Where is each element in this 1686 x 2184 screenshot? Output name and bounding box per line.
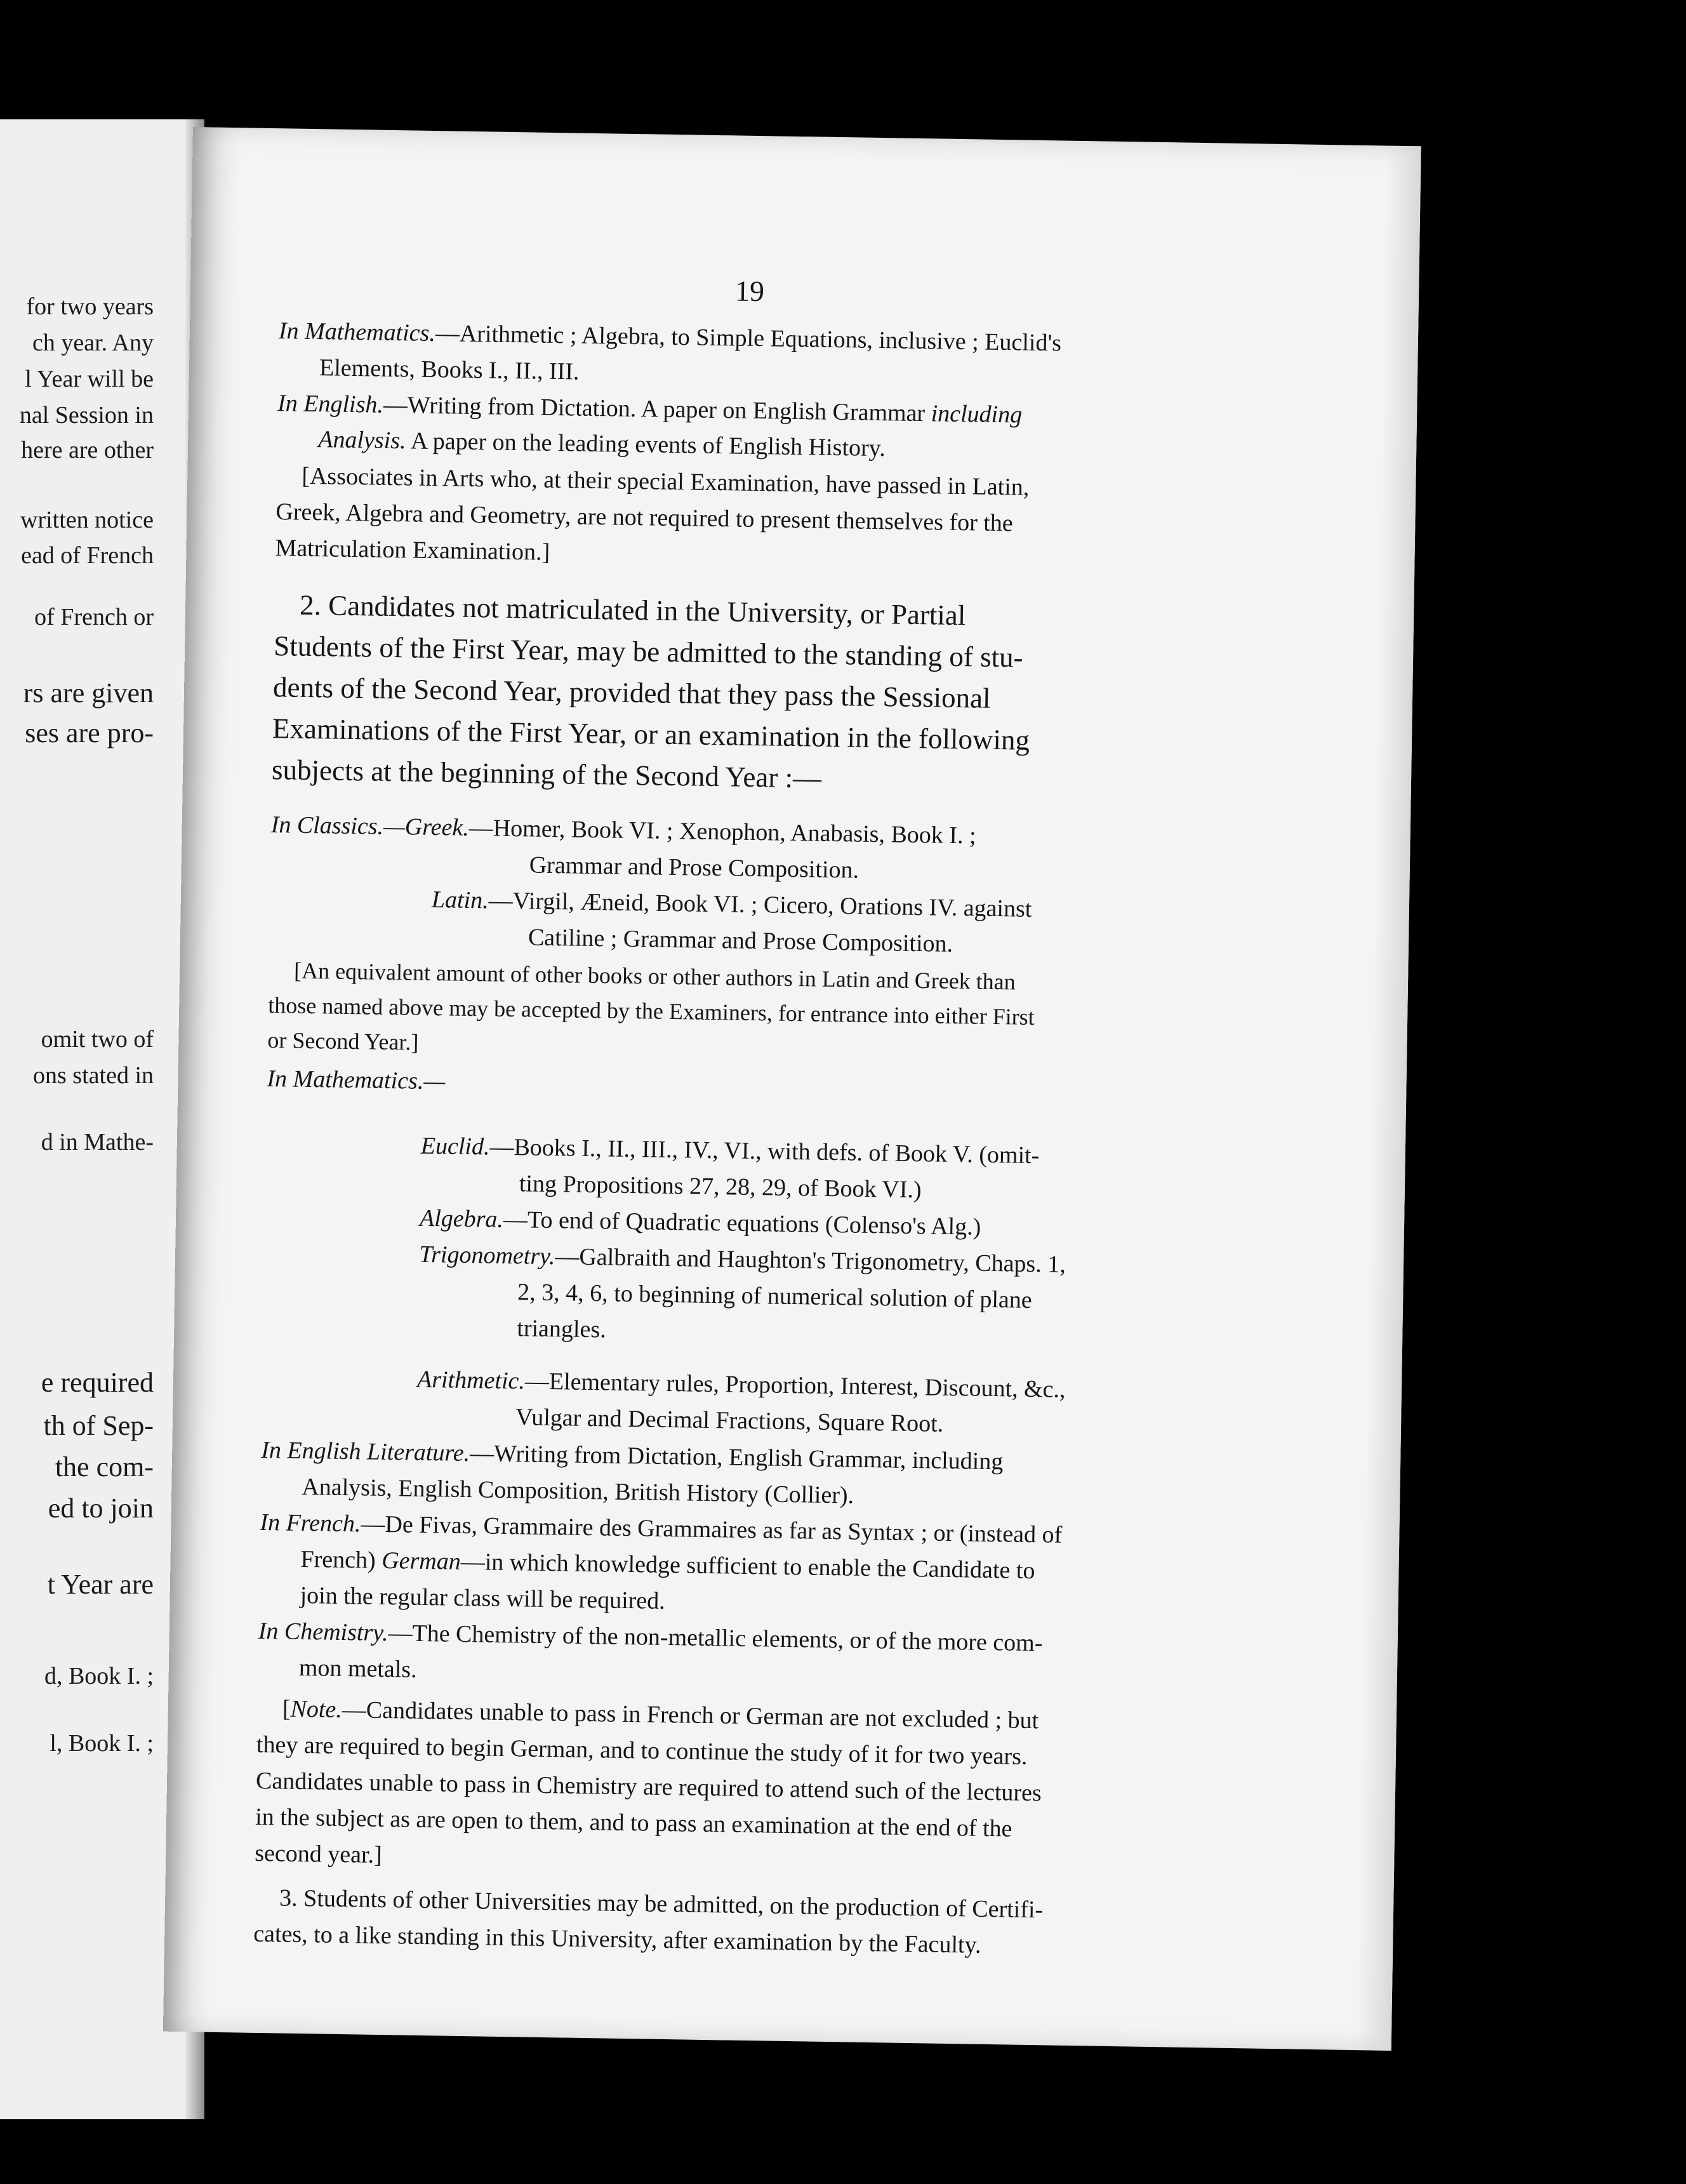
left-line: t Year are: [47, 1569, 154, 1600]
left-line: the com-: [55, 1451, 154, 1482]
subject-line: [420, 1206, 981, 1239]
page-number: 19: [734, 274, 765, 308]
subject-label: In French.: [260, 1508, 361, 1538]
subject-label: Arithmetic.: [416, 1366, 526, 1395]
subject-text: —Homer, Book VI. ; Xenophon, Anabasis, Book I. ;: [468, 814, 976, 849]
subject-label: In Chemistry.: [258, 1617, 388, 1647]
subject-text: —Books I., II., III., IV., VI., with defs. of Book V. (omit-: [489, 1133, 1040, 1169]
subject-text-italic: Analysis.: [317, 426, 406, 455]
subject-line: [421, 1134, 1040, 1168]
subject-line: [300, 1547, 1035, 1583]
left-line: th of Sep-: [43, 1410, 154, 1441]
left-line: for two years: [26, 293, 154, 320]
left-line: l Year will be: [25, 366, 154, 392]
subject-line: mon metals.: [298, 1654, 417, 1683]
left-line: omit two of: [41, 1026, 154, 1053]
subject-label: In Classics.—Greek.: [270, 811, 470, 841]
subject-line: Grammar and Prose Composition.: [529, 851, 860, 884]
left-line: rs are given: [23, 677, 154, 709]
subject-line: 2, 3, 4, 6, to beginning of numerical solution of plane: [517, 1279, 1032, 1314]
left-line: here are other: [21, 437, 154, 463]
paragraph-line: subjects at the beginning of the Second Year :—: [271, 754, 822, 794]
subject-line: Catiline ; Grammar and Prose Composition.: [528, 924, 953, 957]
subject-line: Vulgar and Decimal Fractions, Square Root.: [515, 1404, 944, 1437]
subject-text: —in which knowledge sufficient to enable the Candidate to: [460, 1548, 1035, 1585]
paragraph-line: cates, to a like standing in this University, after examination by the Faculty.: [253, 1920, 981, 1959]
subject-text: —Writing from Dictation. A paper on English Grammar: [383, 391, 931, 427]
left-line: ses are pro-: [25, 717, 154, 749]
subject-label: Algebra.: [419, 1204, 504, 1233]
subject-line: [419, 1242, 1066, 1277]
subject-text: —De Fivas, Grammaire des Grammaires as far as Syntax ; or (instead of: [361, 1510, 1063, 1548]
subject-line: [432, 888, 1032, 921]
subject-line: join the regular class will be required.: [300, 1581, 666, 1615]
subject-line: [260, 1510, 1062, 1547]
subject-text: —Writing from Dictation, English Grammar, including: [469, 1440, 1004, 1475]
subject-label: In Mathematics.—: [267, 1065, 446, 1095]
left-line: d in Mathe-: [41, 1129, 154, 1155]
subject-line: [261, 1438, 1004, 1474]
left-line: nal Session in: [19, 402, 154, 429]
note-line: those named above may be accepted by the Examiners, for entrance into either First: [267, 992, 1035, 1030]
subject-text: —Elementary rules, Proportion, Interest, Discount, &c.,: [524, 1368, 1066, 1403]
note-line: they are required to begin German, and to continue the study of it for two years.: [256, 1731, 1028, 1770]
subject-text: —Virgil, Æneid, Book VI. ; Cicero, Orations IV. against: [488, 887, 1032, 922]
paragraph-line: 2. Candidates not matriculated in the University, or Partial: [299, 589, 966, 632]
paragraph-line: 3. Students of other Universities may be admitted, on the production of Certifi-: [279, 1884, 1044, 1924]
left-line: written notice: [20, 507, 154, 533]
subject-line: Elements, Books I., II., III.: [319, 354, 580, 385]
subject-line: ting Propositions 27, 28, 29, of Book VI.): [519, 1170, 922, 1204]
left-line: ead of French: [21, 542, 154, 569]
subject-text-italic: including: [931, 400, 1023, 429]
subject-label: In Mathematics.: [278, 317, 436, 347]
left-line: ons stated in: [33, 1062, 154, 1089]
subject-line: [258, 1619, 1043, 1655]
subject-line: [318, 427, 886, 460]
subject-text: —Arithmetic ; Algebra, to Simple Equations, inclusive ; Euclid's: [435, 320, 1062, 357]
left-line: e required: [41, 1367, 154, 1398]
subject-text: —Galbraith and Haughton's Trigonometry, Chaps. 1,: [555, 1243, 1066, 1278]
note-line: Matriculation Examination.]: [275, 535, 550, 566]
note-line: Greek, Algebra and Geometry, are not required to present themselves for the: [275, 498, 1014, 537]
subject-text: —The Chemistry of the non-metallic elements, or of the more com-: [388, 1620, 1043, 1657]
subject-label: German: [381, 1547, 461, 1575]
subject-label: Latin.: [431, 886, 489, 914]
subject-label: Trigonometry.: [418, 1241, 555, 1270]
note-text: —Candidates unable to pass in French or German are not excluded ; but: [342, 1696, 1039, 1735]
left-line: of French or: [34, 604, 154, 630]
paragraph-line: Students of the First Year, may be admitted to the standing of stu-: [273, 630, 1024, 674]
subject-line: Analysis, English Composition, British History (Collier).: [302, 1473, 854, 1509]
left-line: ed to join: [48, 1493, 154, 1524]
note-line: [Note.—Candidates unable to pass in French or German are not excluded ; but: [282, 1695, 1039, 1735]
paragraph-line: Examinations of the First Year, or an examination in the following: [272, 712, 1030, 756]
subject-line: [417, 1368, 1066, 1402]
left-line: l, Book I. ;: [50, 1730, 154, 1757]
note-label: Note.: [290, 1695, 343, 1723]
paragraph-line: dents of the Second Year, provided that they pass the Sessional: [272, 671, 991, 714]
note-line: [Associates in Arts who, at their special Examination, have passed in Latin,: [302, 462, 1030, 501]
subject-label: In English Literature.: [260, 1436, 470, 1467]
note-line: Candidates unable to pass in Chemistry are required to attend such of the lectures: [255, 1767, 1042, 1807]
note-line: or Second Year.]: [267, 1027, 419, 1055]
subject-label: Euclid.: [420, 1132, 490, 1161]
note-line: second year.]: [254, 1839, 383, 1869]
subject-line: triangles.: [517, 1315, 607, 1343]
note-line: in the subject as are open to them, and to pass an examination at the end of the: [255, 1803, 1012, 1842]
left-line: d, Book I. ;: [44, 1663, 154, 1689]
subject-text: French): [300, 1545, 382, 1574]
subject-line: [270, 813, 976, 848]
subject-line: [277, 391, 1023, 427]
subject-label: In English.: [277, 390, 384, 418]
subject-text: —To end of Quadratic equations (Colenso's Alg.): [503, 1206, 981, 1241]
book-page: [163, 127, 1421, 2051]
subject-line: [279, 319, 1062, 355]
note-line: [An equivalent amount of other books or other authors in Latin and Greek than: [293, 957, 1016, 995]
subject-text: A paper on the leading events of English History.: [406, 427, 886, 462]
left-line: ch year. Any: [32, 330, 154, 356]
